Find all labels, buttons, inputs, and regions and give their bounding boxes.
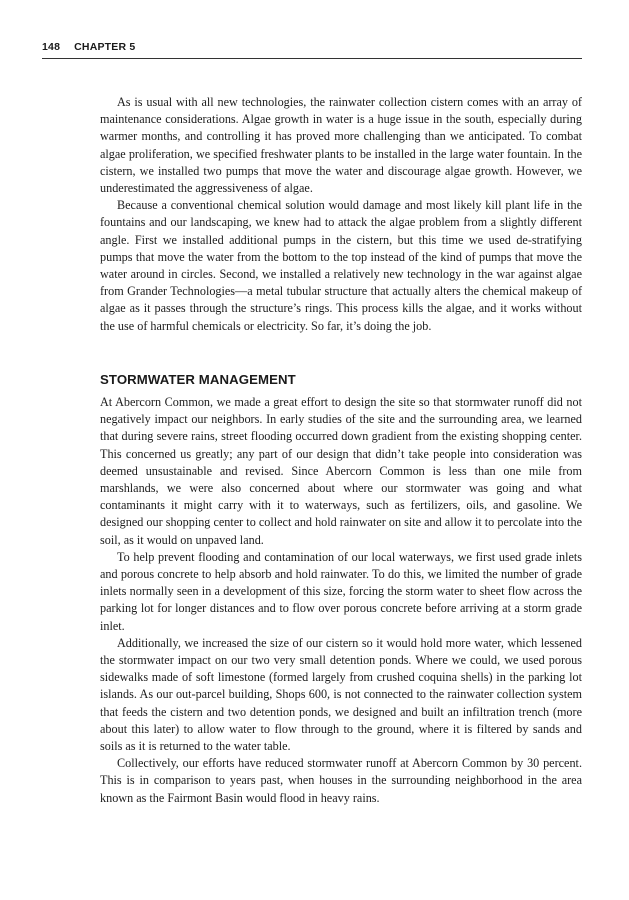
paragraph: Because a conventional chemical solution would damage and most likely kill plant life in the fountains and our landscaping, we knew had to attack the algae problem from a slightly different angle. First we installed additional pumps in the cistern, but this time we used de-stratifying pumps that move the water from the bottom to the top instead of the kind of pumps that move the water around in circles. Second, we installed a relatively new technology in the war against algae from Grander Technologies—a metal tubular structure that actually alters the chemical makeup of algae as it passes through the structure’s rings. This process kills the algae, and it works without the use of harmful chemicals or electricity. So far, it’s doing the job. — [100, 198, 582, 333]
chapter-label: CHAPTER 5 — [74, 41, 136, 53]
section-heading: STORMWATER MANAGEMENT — [100, 372, 296, 387]
paragraph: Additionally, we increased the size of our cistern so it would hold more water, which lessened the stormwater impact on our two very small detention ponds. Where we could, we used porous sidewalks made of soft limestone (formed largely from crushed coquina shells) in the parking lot islands. As our out-parcel building, Shops 600, is not connected to the rainwater collection system that feeds the cistern and two detention ponds, we designed and built an infiltration trench (more about this later) to allow water to flow through to the ground, where it is filtered by sands and soils as it is returned to the water table. — [100, 635, 582, 754]
page-number: 148 — [42, 41, 61, 53]
paragraph: Collectively, our efforts have reduced stormwater runoff at Abercorn Common by 30 percent. This is in comparison to years past, when houses in the surrounding neighborhood in the area known as the Fairmont Basin would flood in heavy rains. — [100, 756, 582, 805]
paragraph: As is usual with all new technologies, the rainwater collection cistern comes with an array of maintenance considerations. Algae growth in water is a huge issue in the south, especially during warmer months, and controlling it has proved more challenging than we anticipated. To combat algae proliferation, we specified freshwater plants to be installed in the large water fountain. In the cistern, we installed two pumps that move the water and discourage algae growth. However, we underestimated the aggressiveness of algae. — [100, 95, 582, 196]
section-algae-maintenance — [100, 94, 582, 335]
section-stormwater-management — [100, 394, 582, 807]
paragraph: To help prevent flooding and contamination of our local waterways, we first used grade inlets and porous concrete to help absorb and hold rainwater. To do this, we limited the number of grade inlets normally seen in a development of this size, forcing the storm water to sheet flow across the parking lot for longer distances and to flow over porous concrete before arriving at a storm grade inlet. — [100, 549, 582, 633]
header-rule — [42, 58, 582, 59]
paragraph: At Abercorn Common, we made a great effort to design the site so that stormwater runoff did not negatively impact our neighbors. In early studies of the site and the surrounding area, we learned that during severe rains, street flooding occurred down gradient from the existing shopping center. This concerned us greatly; any part of our design that didn’t take people into consideration was deemed unsustainable and revised. Since Abercorn Common is less than one mile from marshlands, we were also concerned about where our stormwater was going and what contaminants it might carry with it to waterways, such as fertilizers, oils, and gasoline. We designed our shopping center to collect and hold rainwater on site and allow it to percolate into the soil, as it would on unpaved land. — [100, 395, 582, 547]
